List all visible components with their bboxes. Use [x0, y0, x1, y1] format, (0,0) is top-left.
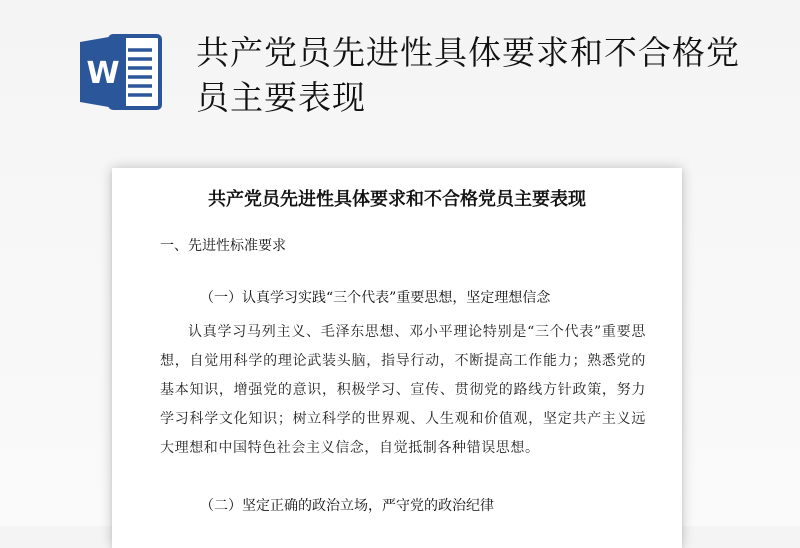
document-title: 共产党员先进性具体要求和不合格党员主要表现 — [208, 189, 586, 210]
section-heading: 一、先进性标准要求 — [160, 238, 286, 254]
word-document-icon — [76, 26, 166, 116]
word-icon-letter: W — [86, 56, 120, 91]
subheading-1: （一）认真学习实践“三个代表”重要思想，坚定理想信念 — [200, 290, 551, 306]
paragraph-1: 认真学习马列主义、毛泽东思想、邓小平理论特别是“三个代表”重要思想，自觉用科学的理论武装头脑，指导行动，不断提高工作能力；熟悉党的基本知识，增强党的意识，积极学习、宣传、贯彻党的路线方针政策，努力学习科学文化知识；树立科学的世界观、人生观和价值观，坚定共产主义远大理想和中国特色社会主义信念，自觉抵制各种错误思想。 — [160, 324, 646, 456]
subheading-2: （二）坚定正确的政治立场，严守党的政治纪律 — [200, 498, 494, 514]
header-banner — [0, 0, 800, 140]
document-page — [112, 168, 682, 548]
page-title: 共产党员先进性具体要求和不合格党员主要表现 — [196, 33, 740, 117]
